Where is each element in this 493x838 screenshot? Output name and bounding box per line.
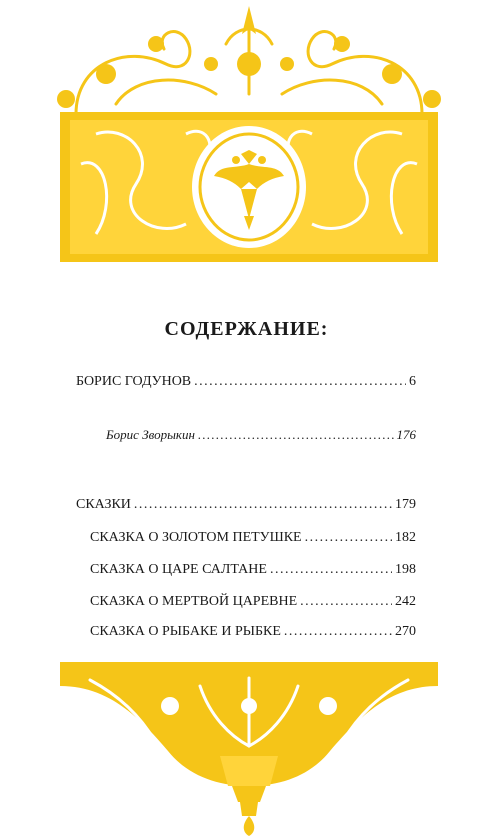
toc-entry-zolotoy-petushok[interactable] xyxy=(90,530,416,546)
toc-entry-tsar-saltan[interactable] xyxy=(90,562,416,578)
toc-title: СОДЕРЖАНИЕ: xyxy=(164,318,329,340)
toc-entry-label: СКАЗКА О РЫБАКЕ И РЫБКЕ xyxy=(90,624,281,639)
dot-leader xyxy=(305,530,392,546)
toc-entry-page: 198 xyxy=(395,562,416,577)
toc-entry-mertvaya-tsarevna[interactable] xyxy=(90,594,416,610)
toc-entry-label: СКАЗКИ xyxy=(76,497,131,512)
floral-vase-ornament-icon xyxy=(60,656,438,836)
toc-entry-rybak-i-rybka[interactable] xyxy=(90,624,416,640)
dot-leader xyxy=(284,624,392,640)
toc-entry-label: СКАЗКА О МЕРТВОЙ ЦАРЕВНЕ xyxy=(90,594,298,609)
dot-leader xyxy=(194,374,406,390)
toc-entry-label: СКАЗКА О ЗОЛОТОМ ПЕТУШКЕ xyxy=(90,530,302,545)
dot-leader xyxy=(270,562,392,578)
toc-entry-page: 6 xyxy=(409,374,416,389)
toc-entry-label: БОРИС ГОДУНОВ xyxy=(76,374,192,389)
toc-entry-page: 242 xyxy=(395,594,416,609)
toc-entry-page: 182 xyxy=(395,530,416,545)
toc-entry-page: 270 xyxy=(395,624,416,639)
dot-leader xyxy=(300,594,392,610)
toc-entry-page: 179 xyxy=(395,497,416,512)
toc-entry-boris-godunov[interactable] xyxy=(76,374,416,390)
toc-entry-page: 176 xyxy=(396,427,416,442)
double-headed-eagle-ornament-icon xyxy=(36,4,462,274)
dot-leader xyxy=(134,497,392,513)
toc-entry-zvorykin[interactable] xyxy=(106,427,416,443)
toc-entry-label: СКАЗКА О ЦАРЕ САЛТАНЕ xyxy=(90,562,267,577)
dot-leader xyxy=(198,427,394,443)
toc-entry-skazki[interactable] xyxy=(76,497,416,513)
toc-entry-label: Борис Зворыкин xyxy=(106,427,195,442)
